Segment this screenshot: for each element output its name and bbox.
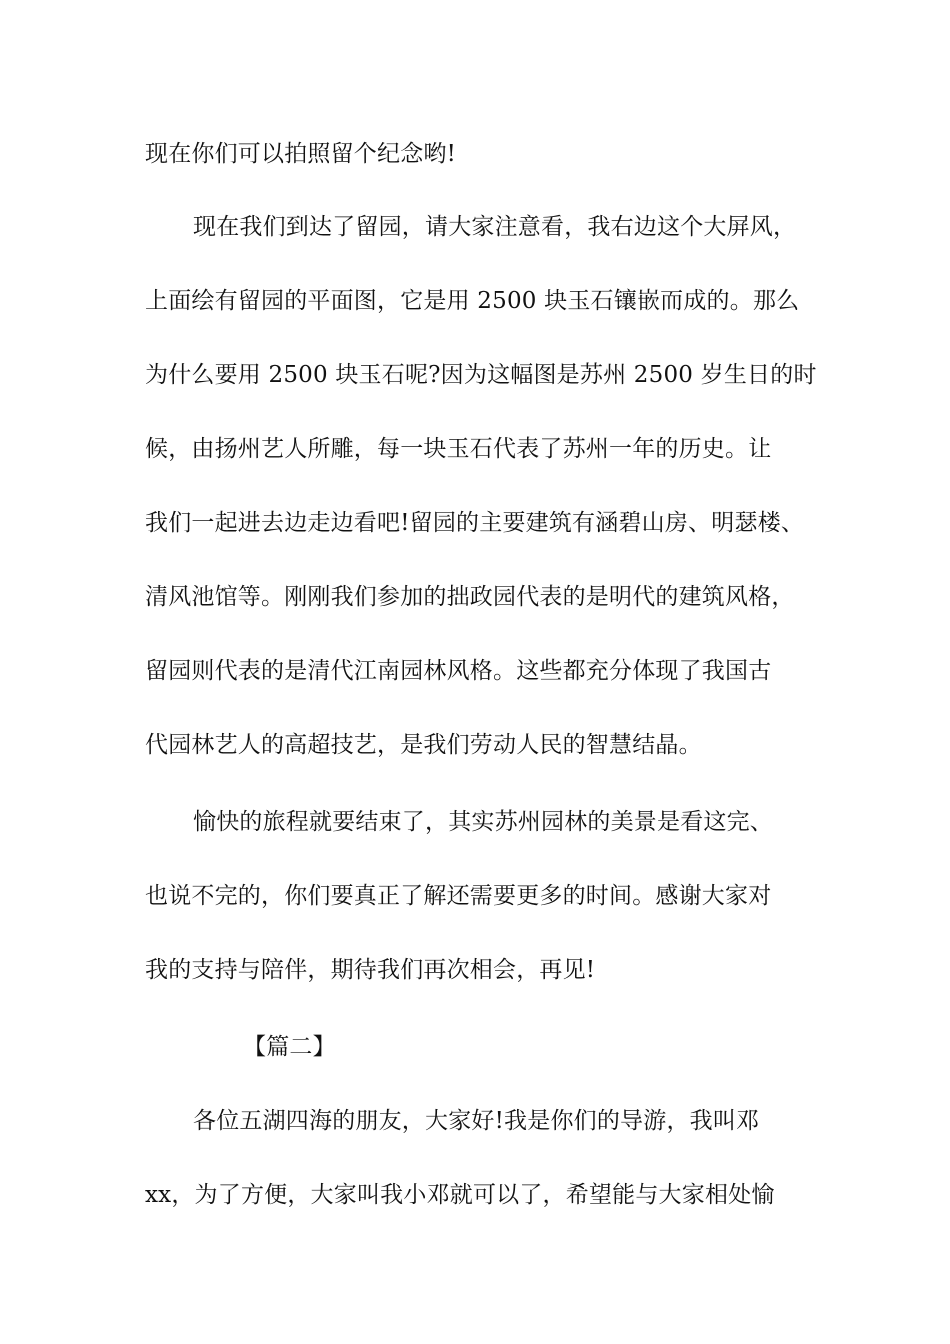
paragraph-line: 我的支持与陪伴，期待我们再次相会，再见!: [145, 957, 596, 983]
paragraph-line: xx，为了方便，大家叫我小邓就可以了，希望能与大家相处愉: [145, 1182, 775, 1208]
paragraph-line: 为什么要用 2500 块玉石呢?因为这幅图是苏州 2500 岁生日的时: [145, 362, 817, 388]
paragraph-line: 愉快的旅程就要结束了，其实苏州园林的美景是看这完、: [193, 809, 773, 835]
paragraph-line: 我们一起进去边走边看吧!留园的主要建筑有涵碧山房、明瑟楼、: [145, 510, 805, 536]
paragraph-line: 现在你们可以拍照留个纪念哟!: [145, 141, 457, 167]
paragraph-line: 也说不完的，你们要真正了解还需要更多的时间。感谢大家对: [145, 883, 772, 909]
paragraph-line: 候，由扬州艺人所雕，每一块玉石代表了苏州一年的历史。让: [145, 436, 772, 462]
paragraph-line: 各位五湖四海的朋友，大家好!我是你们的导游，我叫邓: [193, 1108, 760, 1134]
paragraph-line: 留园则代表的是清代江南园林风格。这些都充分体现了我国古: [145, 658, 772, 684]
paragraph-line: 代园林艺人的高超技艺，是我们劳动人民的智慧结晶。: [145, 732, 702, 758]
section-heading: 【篇二】: [243, 1034, 336, 1060]
paragraph-line: 清风池馆等。刚刚我们参加的拙政园代表的是明代的建筑风格，: [145, 584, 795, 610]
paragraph-line: 上面绘有留园的平面图，它是用 2500 块玉石镶嵌而成的。那么: [145, 288, 800, 314]
paragraph-line: 现在我们到达了留园，请大家注意看，我右边这个大屏风，: [193, 214, 797, 240]
